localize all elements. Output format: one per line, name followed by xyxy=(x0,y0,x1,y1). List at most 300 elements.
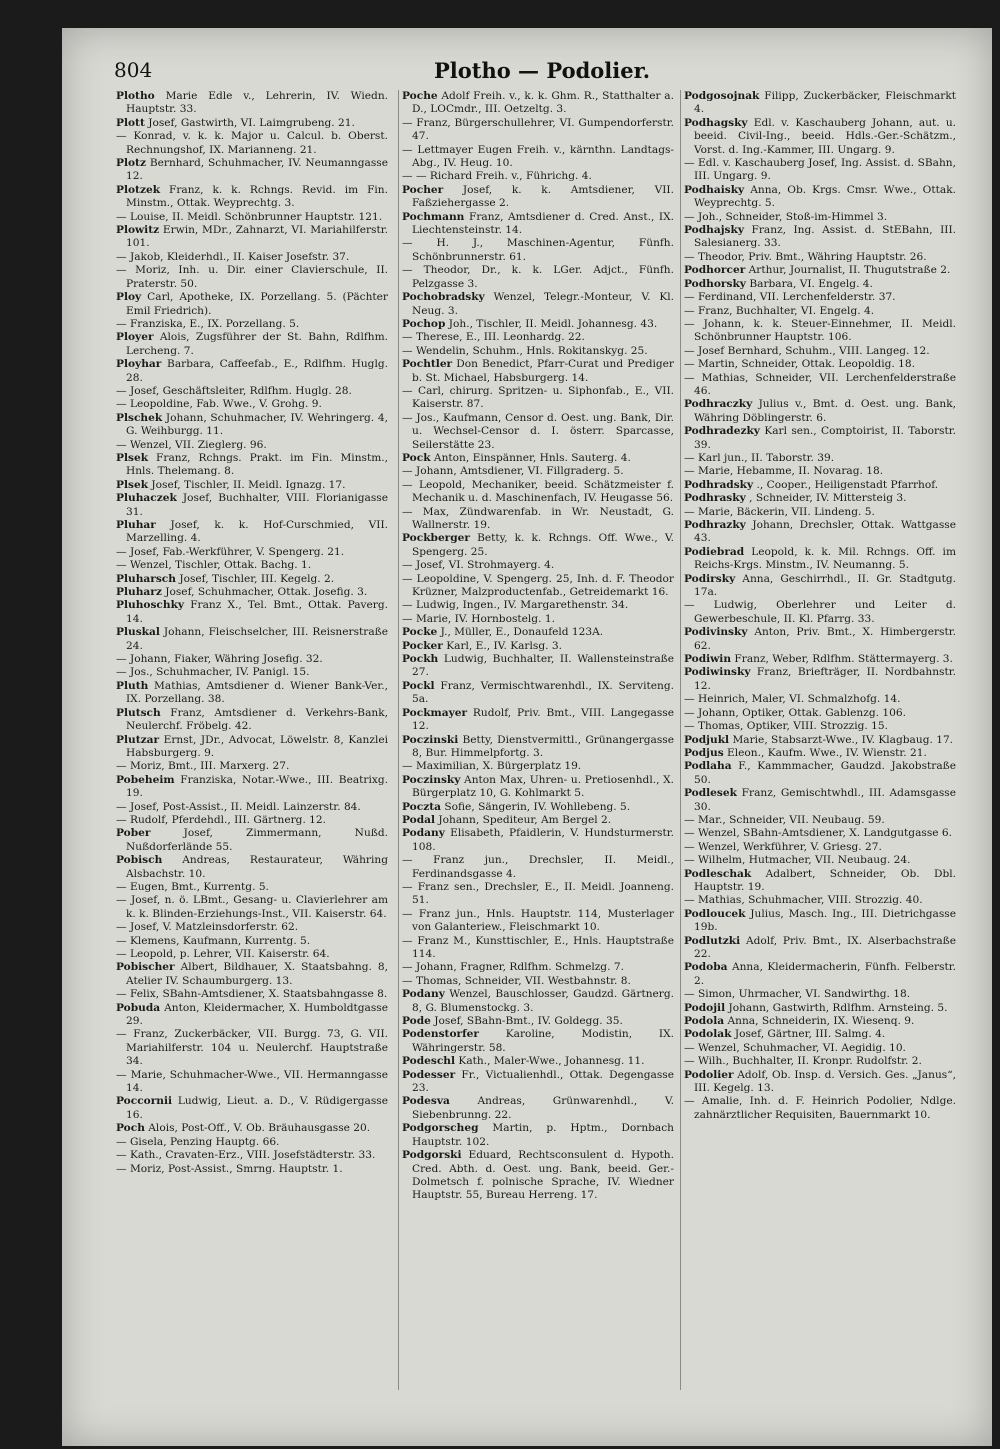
directory-entry xyxy=(116,1002,388,1029)
entry-surname: Podiwinsky xyxy=(684,666,751,679)
directory-entry xyxy=(684,1055,956,1068)
directory-entry xyxy=(116,318,388,331)
directory-entry xyxy=(684,398,956,425)
directory-entry xyxy=(402,988,674,1015)
entry-details: Franz, Vermischtwarenhdl., IX. Serviteng. 5a. xyxy=(412,679,674,706)
entry-details: Johann, Gastwirth, Rdlfhm. Arnsteing. 5. xyxy=(728,1001,948,1014)
directory-entry xyxy=(116,814,388,827)
entry-details: Fr., Victualienhdl., Ottak. Degengasse 23. xyxy=(412,1068,674,1095)
directory-entry xyxy=(684,1095,956,1122)
entry-details: — Johann, Optiker, Ottak. Gablenzg. 106. xyxy=(684,706,906,719)
entry-details: Anna, Schneiderin, IX. Wiesenq. 9. xyxy=(727,1015,915,1028)
entry-details: — Thomas, Optiker, VIII. Strozzig. 15. xyxy=(684,720,889,733)
entry-surname: Podeschl xyxy=(402,1055,456,1068)
entry-details: — Wilhelm, Hutmacher, VII. Neubaug. 24. xyxy=(684,854,911,867)
directory-entry xyxy=(116,988,388,1001)
directory-entry xyxy=(402,734,674,761)
directory-entry xyxy=(684,251,956,264)
directory-entry xyxy=(116,573,388,586)
entry-details: Bernhard, Schuhmacher, IV. Neumanngasse 12. xyxy=(126,157,388,183)
directory-entry xyxy=(116,680,388,707)
entry-details: — Edl. v. Kaschauberg Josef, Ing. Assist. d. SBahn, III. Ungarg. 9. xyxy=(684,157,956,183)
directory-entry xyxy=(116,948,388,961)
entry-details: Julius, Masch. Ing., III. Dietrichgasse 19b. xyxy=(694,907,957,934)
entry-surname: Podojil xyxy=(684,1001,726,1014)
directory-entry xyxy=(116,546,388,559)
directory-entry xyxy=(116,398,388,411)
entry-details: Franz X., Tel. Bmt., Ottak. Paverg. 14. xyxy=(126,599,389,625)
entry-details: — Moriz, Post-Assist., Smrng. Hauptstr. 1. xyxy=(116,1162,343,1175)
entry-details: Johann, Spediteur, Am Bergel 2. xyxy=(438,813,612,826)
entry-surname: Ploy xyxy=(116,291,142,304)
entry-surname: Podenstorfer xyxy=(402,1028,479,1041)
entry-details: Karoline, Modistin, IX. Währingerstr. 58. xyxy=(412,1028,674,1054)
directory-entry xyxy=(402,117,674,144)
entry-details: — Theodor, Priv. Bmt., Währing Hauptstr. 26. xyxy=(684,250,927,263)
directory-entry xyxy=(116,666,388,679)
entry-details: — Franz, Buchhalter, VI. Engelg. 4. xyxy=(684,304,875,317)
entry-details: Josef, k. k. Hof-Curschmied, VII. Marzelling. 4. xyxy=(126,519,388,545)
entry-details: — Kath., Cravaten-Erz., VIII. Josefstädterstr. 33. xyxy=(116,1149,376,1162)
entry-details: Albert, Bildhauer, X. Staatsbahng. 8, Atelier IV. Schaumburgerg. 13. xyxy=(126,961,388,987)
entry-details: — Franziska, E., IX. Porzellang. 5. xyxy=(116,317,300,330)
entry-details: Anna, Kleidermacherin, Fünfh. Felberstr. 2. xyxy=(694,961,956,987)
entry-details: Ludwig, Buchhalter, II. Wallensteinstraße 27. xyxy=(412,653,675,679)
entry-surname: Plotho xyxy=(116,90,155,102)
entry-details: Sofie, Sängerin, IV. Wohllebeng. 5. xyxy=(444,800,631,813)
entry-surname: Podhrazky xyxy=(684,519,746,531)
entry-details: — Ferdinand, VII. Lerchenfelderstr. 37. xyxy=(684,291,896,304)
entry-details: Ludwig, Lieut. a. D., V. Rüdigergasse 16. xyxy=(126,1095,388,1121)
entry-surname: Podjukl xyxy=(684,733,730,746)
directory-entry xyxy=(684,1002,956,1015)
entry-details: Franz, Weber, Rdlfhm. Stättermayerg. 3. xyxy=(734,653,953,666)
entry-details: Rudolf, Priv. Bmt., VIII. Langegasse 12. xyxy=(412,706,674,733)
page-header xyxy=(114,58,970,90)
entry-surname: Podloucek xyxy=(684,907,746,920)
entry-surname: Podiwin xyxy=(684,653,732,666)
entry-details: Josef, Gastwirth, VI. Laimgrubeng. 21. xyxy=(148,116,355,129)
directory-entry xyxy=(402,358,674,385)
entry-surname: Plsek xyxy=(116,451,149,464)
directory-entry xyxy=(684,157,956,184)
entry-details: — Heinrich, Maler, VI. Schmalzhofg. 14. xyxy=(684,693,901,706)
entry-details: — Wilh., Buchhalter, II. Kronpr. Rudolfstr. 2. xyxy=(684,1055,922,1068)
directory-entry xyxy=(684,599,956,626)
directory-entry xyxy=(116,559,388,572)
entry-details: Edl. v. Kaschauberg Johann, aut. u. beeid. Civil-Ing., beeid. Hdls.-Ger.-Schätzm., Vorst. d. Ing.-Kammer, III. Ungarg. 9. xyxy=(694,116,957,156)
entry-details: Ernst, JDr., Advocat, Löwelstr. 8, Kanzlei Habsburgerg. 9. xyxy=(126,733,388,759)
entry-details: Josef, Zimmermann, Nußd. Nußdorferlände 55. xyxy=(126,827,388,853)
entry-details: F., Kammmacher, Gaudzd. Jakobstraße 50. xyxy=(694,760,956,786)
entry-surname: Pluhoschky xyxy=(116,599,185,612)
entry-surname: Pluth xyxy=(116,679,149,692)
entry-surname: Plott xyxy=(116,116,145,129)
entry-details: — Leopoldine, V. Spengerg. 25, Inh. d. F. Theodor Krüzner, Malzproductenfab., Getreidemarkt 16. xyxy=(402,572,674,599)
directory-entry xyxy=(116,760,388,773)
entry-surname: Podgorski xyxy=(402,1149,462,1162)
entry-details: Erwin, MDr., Zahnarzt, VI. Mariahilferstr. 101. xyxy=(126,224,388,250)
directory-entry xyxy=(116,961,388,988)
directory-entry xyxy=(402,479,674,506)
entry-details: — Josef Bernhard, Schuhm., VIII. Langeg. 12. xyxy=(684,344,930,357)
entry-surname: Pode xyxy=(402,1015,431,1028)
entry-surname: Poczinski xyxy=(402,733,459,746)
directory-entry xyxy=(684,224,956,251)
entry-details: Andreas, Grünwarenhdl., V. Siebenbrunng. 22. xyxy=(412,1095,674,1121)
directory-entry xyxy=(116,251,388,264)
entry-surname: Pluskal xyxy=(116,626,160,639)
directory-entry xyxy=(116,881,388,894)
entry-details: — Felix, SBahn-Amtsdiener, X. Staatsbahngasse 8. xyxy=(116,988,388,1001)
directory-entry xyxy=(402,599,674,612)
directory-entry xyxy=(684,479,956,492)
entry-surname: Podesser xyxy=(402,1068,456,1081)
directory-entry xyxy=(684,506,956,519)
entry-details: Arthur, Journalist, II. Thugutstraße 2. xyxy=(748,264,951,277)
entry-surname: Pockl xyxy=(402,679,435,692)
page-number: 804 xyxy=(114,58,153,82)
directory-entry xyxy=(684,854,956,867)
directory-entry xyxy=(684,720,956,733)
entry-details: J., Müller, E., Donaufeld 123A. xyxy=(440,626,604,639)
directory-entry xyxy=(116,519,388,546)
directory-entry xyxy=(116,439,388,452)
entry-details: Marie, Stabsarzt-Wwe., IV. Klagbaug. 17. xyxy=(732,733,954,746)
directory-entry xyxy=(402,412,674,452)
entry-details: Franz, k. k. Rchngs. Revid. im Fin. Minstm., Ottak. Weyprechtg. 3. xyxy=(126,183,388,210)
entry-details: — Marie, Schuhmacher-Wwe., VII. Hermanngasse 14. xyxy=(116,1068,388,1095)
entry-details: — H. J., Maschinen-Agentur, Fünfh. Schönbrunnerstr. 61. xyxy=(402,237,674,263)
directory-entry xyxy=(402,237,674,264)
column-divider xyxy=(398,90,399,1390)
directory-entry xyxy=(116,1028,388,1068)
directory-entry xyxy=(402,452,674,465)
entry-surname: Pocher xyxy=(402,183,444,196)
entry-details: — Wenzel, Werkführer, V. Griesg. 27. xyxy=(684,840,882,853)
directory-entry xyxy=(684,734,956,747)
entry-surname: Podlutzki xyxy=(684,934,741,947)
directory-entry xyxy=(684,425,956,452)
directory-entry xyxy=(116,224,388,251)
entry-surname: Podlesek xyxy=(684,787,737,800)
entry-details: Franz, Amtsdiener d. Cred. Anst., IX. Liechtensteinstr. 14. xyxy=(412,210,675,237)
entry-details: Johann, Drechsler, Ottak. Wattgasse 43. xyxy=(694,519,956,545)
directory-entry xyxy=(116,921,388,934)
entry-surname: Podhagsky xyxy=(684,116,748,129)
entry-details: — Rudolf, Pferdehdl., III. Gärtnerg. 12. xyxy=(116,813,327,826)
entry-surname: Pockh xyxy=(402,653,439,666)
directory-entry xyxy=(116,935,388,948)
entry-details: Franz, Amtsdiener d. Verkehrs-Bank, Neulerchf. Fröbelg. 42. xyxy=(126,706,388,733)
directory-entry xyxy=(684,90,956,117)
entry-details: — Josef, VI. Strohmayerg. 4. xyxy=(402,559,555,572)
directory-entry xyxy=(116,479,388,492)
entry-details: Martin, p. Hptm., Dornbach Hauptstr. 102. xyxy=(412,1122,675,1148)
entry-details: Marie Edle v., Lehrerin, IV. Wiedn. Hauptstr. 33. xyxy=(126,90,389,116)
entry-details: Johann, Schuhmacher, IV. Wehringerg. 4, G. Weihburgg. 11. xyxy=(126,411,389,438)
directory-entry xyxy=(116,1095,388,1122)
entry-details: Josef, Tischler, III. Kegelg. 2. xyxy=(179,572,335,585)
entry-details: Josef, k. k. Amtsdiener, VII. Faßziehergasse 2. xyxy=(412,183,674,210)
entry-surname: Podhajsky xyxy=(684,224,745,237)
directory-entry xyxy=(116,452,388,479)
entry-details: — Louise, II. Meidl. Schönbrunner Hauptstr. 121. xyxy=(116,210,383,223)
directory-entry xyxy=(684,653,956,666)
entry-surname: Podany xyxy=(402,988,445,1001)
entry-surname: Podhorsky xyxy=(684,277,746,290)
entry-details: — Johann, Fragner, Rdlfhm. Schmelzg. 7. xyxy=(402,961,624,974)
column-divider xyxy=(680,90,681,1390)
entry-details: Anton, Kleidermacher, X. Humboldtgasse 29. xyxy=(126,1001,388,1028)
directory-entry xyxy=(402,211,674,238)
directory-entry xyxy=(684,894,956,907)
directory-entry xyxy=(402,801,674,814)
entry-details: — Johann, Fiaker, Währing Josefig. 32. xyxy=(116,653,323,666)
entry-details: — Leopold, p. Lehrer, VII. Kaiserstr. 64. xyxy=(116,948,330,960)
entry-surname: Podhradezky xyxy=(684,425,760,438)
entry-details: Josef, Schuhmacher, Ottak. Josefig. 3. xyxy=(165,586,368,599)
directory-entry xyxy=(116,184,388,211)
entry-surname: Pochtler xyxy=(402,358,453,371)
entry-details: — Moriz, Inh. u. Dir. einer Clavierschule, II. Praterstr. 50. xyxy=(116,264,388,290)
entry-details: — Eugen, Bmt., Kurrentg. 5. xyxy=(116,880,269,893)
directory-entry xyxy=(402,506,674,533)
directory-entry xyxy=(116,412,388,439)
directory-entry xyxy=(402,465,674,478)
entry-details: Barbara, Caffeefab., E., Rdlfhm. Huglg. 28. xyxy=(126,358,389,384)
entry-details: — Josef, V. Matzleinsdorferstr. 62. xyxy=(116,921,299,934)
directory-entry xyxy=(684,693,956,706)
column-3 xyxy=(684,90,956,1122)
entry-details: Franziska, Notar.-Wwe., III. Beatrixg. 19. xyxy=(126,773,388,800)
entry-details: — Josef, n. ö. LBmt., Gesang- u. Clavierlehrer am k. k. Blinden-Erziehungs-Inst., VII. Kaiserstr. 64. xyxy=(116,894,388,920)
directory-entry xyxy=(402,1015,674,1028)
entry-surname: Plotz xyxy=(116,157,146,170)
directory-entry xyxy=(684,278,956,291)
entry-details: — Lettmayer Eugen Freih. v., kärnthn. Landtags-Abg., IV. Heug. 10. xyxy=(402,143,674,170)
entry-surname: Pochobradsky xyxy=(402,291,485,304)
entry-surname: Ployhar xyxy=(116,358,162,371)
entry-details: Filipp, Zuckerbäcker, Fleischmarkt 4. xyxy=(694,90,956,116)
entry-surname: Podgorscheg xyxy=(402,1122,479,1135)
entry-details: — Franz M., Kunsttischler, E., Hnls. Hauptstraße 114. xyxy=(402,934,674,960)
entry-surname: Pocke xyxy=(402,626,438,639)
entry-surname: Ployer xyxy=(116,331,154,344)
directory-entry xyxy=(402,559,674,572)
directory-entry xyxy=(684,988,956,1001)
entry-surname: Podhraczky xyxy=(684,398,753,411)
entry-details: — Theodor, Dr., k. k. LGer. Adjct., Fünfh. Pelzgasse 3. xyxy=(402,264,674,290)
entry-details: — Max, Zündwarenfab. in Wr. Neustadt, G. Wallnerstr. 19. xyxy=(402,505,674,531)
entry-surname: Podjus xyxy=(684,746,724,759)
entry-surname: Podola xyxy=(684,1015,725,1028)
entry-details: — Jakob, Kleiderhdl., II. Kaiser Josefstr. 37. xyxy=(116,250,350,263)
directory-entry xyxy=(402,1055,674,1068)
directory-entry xyxy=(684,935,956,962)
entry-surname: Plutzar xyxy=(116,733,160,746)
entry-details: Adolf Freih. v., k. k. Ghm. R., Statthalter a. D., LOCmdr., III. Oetzeltg. 3. xyxy=(412,90,674,116)
directory-entry xyxy=(116,385,388,398)
entry-details: — Simon, Uhrmacher, VI. Sandwirthg. 18. xyxy=(684,988,911,1001)
directory-entry xyxy=(402,626,674,639)
directory-entry xyxy=(402,961,674,974)
entry-details: — Maximilian, X. Bürgerplatz 19. xyxy=(402,760,582,773)
entry-details: — Moriz, Bmt., III. Marxerg. 27. xyxy=(116,760,290,773)
entry-surname: Pockberger xyxy=(402,532,470,545)
directory-entry xyxy=(116,894,388,921)
entry-details: — Wenzel, SBahn-Amtsdiener, X. Landgutgasse 6. xyxy=(684,827,952,840)
entry-surname: Podivinsky xyxy=(684,626,748,639)
directory-entry xyxy=(402,170,674,183)
directory-entry xyxy=(402,318,674,331)
entry-details: — Amalie, Inh. d. F. Heinrich Podolier, Ndlge. zahnärztlicher Requisiten, Bauernmarkt 10. xyxy=(684,1095,956,1121)
directory-entry xyxy=(684,452,956,465)
entry-details: Franz, Briefträger, II. Nordbahnstr. 12. xyxy=(694,666,956,692)
entry-details: Don Benedict, Pfarr-Curat und Prediger b. St. Michael, Habsburgerg. 14. xyxy=(412,358,674,384)
directory-entry xyxy=(116,358,388,385)
directory-entry xyxy=(684,787,956,814)
entry-details: Josef, Tischler, II. Meidl. Ignazg. 17. xyxy=(151,478,346,491)
entry-surname: Poczta xyxy=(402,800,441,813)
entry-surname: Pockmayer xyxy=(402,706,468,719)
directory-entry xyxy=(684,211,956,224)
entry-details: — Therese, E., III. Leonhardg. 22. xyxy=(402,331,585,344)
directory-entry xyxy=(116,264,388,291)
directory-entry xyxy=(684,1015,956,1028)
entry-surname: Pobischer xyxy=(116,961,175,974)
directory-entry xyxy=(684,868,956,895)
directory-entry xyxy=(684,841,956,854)
entry-details: — Konrad, v. k. k. Major u. Calcul. b. Oberst. Rechnungshof, IX. Marianneng. 21. xyxy=(116,130,388,156)
entry-surname: Pobuda xyxy=(116,1001,161,1014)
entry-details: — Franz jun., Hnls. Hauptstr. 114, Musterlager von Galanteriew., Fleischmarkt 10. xyxy=(402,907,674,934)
entry-details: — Carl, chirurg. Spritzen- u. Siphonfab., E., VII. Kaiserstr. 87. xyxy=(402,384,674,411)
entry-details: Anna, Ob. Krgs. Cmsr. Wwe., Ottak. Weyprechtg. 5. xyxy=(694,183,956,210)
entry-details: — Ludwig, Oberlehrer und Leiter d. Gewerbeschule, II. Kl. Pfarrg. 33. xyxy=(684,599,956,625)
entry-surname: Plutsch xyxy=(116,706,161,719)
directory-entry xyxy=(402,1028,674,1055)
directory-entry xyxy=(116,1069,388,1096)
entry-details: Julius v., Bmt. d. Oest. ung. Bank, Währing Döblingerstr. 6. xyxy=(694,398,956,424)
entry-surname: Podesva xyxy=(402,1095,450,1108)
directory-entry xyxy=(402,90,674,117)
entry-details: — Ludwig, Ingen., IV. Margarethenstr. 34. xyxy=(402,599,629,612)
entry-details: — Jos., Schuhmacher, IV. Panigl. 15. xyxy=(116,666,310,679)
directory-entry xyxy=(684,492,956,505)
entry-details: — Gisela, Penzing Hauptg. 66. xyxy=(116,1135,280,1148)
entry-surname: Podhorcer xyxy=(684,264,746,277)
directory-entry xyxy=(402,814,674,827)
directory-entry xyxy=(402,680,674,707)
directory-entry xyxy=(684,117,956,157)
directory-page xyxy=(62,28,992,1446)
directory-entry xyxy=(684,546,956,573)
entry-details: Eleon., Kaufm. Wwe., IV. Wienstr. 21. xyxy=(727,746,927,759)
entry-surname: Plschek xyxy=(116,411,163,424)
entry-details: — Franz sen., Drechsler, E., II. Meidl. Joanneng. 51. xyxy=(402,880,674,907)
column-1 xyxy=(116,90,388,1176)
directory-entry xyxy=(116,331,388,358)
directory-entry xyxy=(116,211,388,224)
directory-entry xyxy=(402,573,674,600)
directory-entry xyxy=(684,707,956,720)
entry-details: , Schneider, IV. Mittersteig 3. xyxy=(749,492,907,505)
directory-entry xyxy=(116,586,388,599)
entry-details: — Marie, Hebamme, II. Novarag. 18. xyxy=(684,465,884,478)
column-2 xyxy=(402,90,674,1203)
entry-surname: Pochop xyxy=(402,317,446,330)
entry-details: Wenzel, Telegr.-Monteur, V. Kl. Neug. 3. xyxy=(412,291,674,317)
directory-entry xyxy=(402,532,674,559)
directory-entry xyxy=(402,827,674,854)
directory-entry xyxy=(116,492,388,519)
entry-details: — Martin, Schneider, Ottak. Leopoldig. 18. xyxy=(684,358,916,371)
entry-details: — Marie, Bäckerin, VII. Lindeng. 5. xyxy=(684,505,875,518)
entry-details: Alois, Zugsführer der St. Bahn, Rdlfhm. Lercheng. 7. xyxy=(126,331,388,357)
directory-entry xyxy=(116,653,388,666)
directory-entry xyxy=(402,613,674,626)
entry-details: Anton, Priv. Bmt., X. Himbergerstr. 62. xyxy=(694,626,956,652)
directory-entry xyxy=(684,814,956,827)
directory-entry xyxy=(402,1149,674,1203)
directory-entry xyxy=(402,707,674,734)
entry-details: — Klemens, Kaufmann, Kurrentg. 5. xyxy=(116,934,311,947)
directory-entry xyxy=(402,385,674,412)
entry-details: — Mathias, Schneider, VII. Lerchenfelderstraße 46. xyxy=(684,371,956,397)
directory-entry xyxy=(684,1069,956,1096)
entry-details: — Leopold, Mechaniker, beeid. Schätzmeister f. Mechanik u. d. Maschinenfach, IV. Heugasse 56. xyxy=(402,478,674,505)
directory-entry xyxy=(116,1136,388,1149)
entry-details: Barbara, VI. Engelg. 4. xyxy=(749,277,873,290)
entry-surname: Podhrasky xyxy=(684,492,746,505)
directory-entry xyxy=(402,935,674,962)
entry-details: Betty, k. k. Rchngs. Off. Wwe., V. Spengerg. 25. xyxy=(412,532,674,558)
entry-details: — Leopoldine, Fab. Wwe., V. Grohg. 9. xyxy=(116,398,322,411)
entry-surname: Pocker xyxy=(402,639,443,652)
directory-entry xyxy=(684,519,956,546)
directory-entry xyxy=(684,372,956,399)
entry-surname: Pluhar xyxy=(116,519,156,531)
entry-details: Kath., Maler-Wwe., Johannesg. 11. xyxy=(458,1055,645,1068)
entry-surname: Podal xyxy=(402,813,436,826)
directory-entry xyxy=(402,144,674,171)
entry-details: Josef, Gärtner, III. Salmg. 4. xyxy=(734,1028,886,1041)
entry-details: — Johann, Amtsdiener, VI. Fillgraderg. 5. xyxy=(402,465,624,478)
entry-surname: Podolak xyxy=(684,1028,732,1041)
directory-entry xyxy=(684,1042,956,1055)
entry-details: — Wenzel, Tischler, Ottak. Bachg. 1. xyxy=(116,559,312,572)
entry-details: Mathias, Amtsdiener d. Wiener Bank-Ver., IX. Porzellang. 38. xyxy=(126,679,388,706)
entry-details: Anton, Einspänner, Hnls. Sauterg. 4. xyxy=(433,451,631,464)
directory-entry xyxy=(116,774,388,801)
directory-entry xyxy=(116,801,388,814)
entry-details: Josef, SBahn-Bmt., IV. Goldegg. 35. xyxy=(434,1015,623,1028)
entry-details: Johann, Fleischselcher, III. Reisnerstraße 24. xyxy=(126,626,388,652)
directory-entry xyxy=(116,1149,388,1162)
entry-surname: Pluhaczek xyxy=(116,492,177,505)
entry-surname: Pober xyxy=(116,827,151,840)
entry-details: Carl, Apotheke, IX. Porzellang. 5. (Pächter Emil Friedrich). xyxy=(126,291,388,317)
entry-surname: Pobeheim xyxy=(116,773,175,786)
directory-entry xyxy=(402,640,674,653)
directory-entry xyxy=(684,626,956,653)
directory-entry xyxy=(684,827,956,840)
entry-details: — Franz, Bürgerschullehrer, VI. Gumpendorferstr. 47. xyxy=(402,116,674,143)
directory-entry xyxy=(684,465,956,478)
entry-details: Adolf, Ob. Insp. d. Versich. Ges. „Janus“, III. Kegelg. 13. xyxy=(694,1068,956,1095)
entry-details: Leopold, k. k. Mil. Rchngs. Off. im Reichs-Krgs. Minstm., IV. Neumanng. 5. xyxy=(694,545,956,572)
